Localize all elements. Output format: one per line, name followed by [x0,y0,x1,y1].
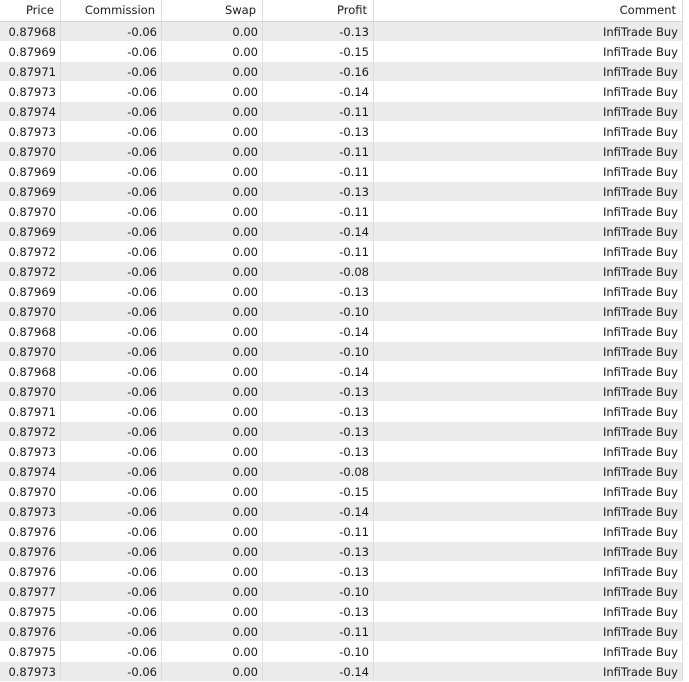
table-row[interactable] [0,22,689,42]
cell-profit: -0.14 [263,662,374,681]
cell-price: 0.87975 [0,602,61,621]
window-edge [683,0,689,681]
cell-comment: InfiTrade Buy [374,102,683,121]
cell-comment: InfiTrade Buy [374,662,683,681]
cell-profit: -0.11 [263,102,374,121]
cell-price: 0.87968 [0,22,61,41]
cell-commission: -0.06 [61,602,162,621]
cell-commission: -0.06 [61,102,162,121]
table-row[interactable] [0,322,689,342]
cell-price: 0.87971 [0,402,61,421]
cell-comment: InfiTrade Buy [374,182,683,201]
cell-comment: InfiTrade Buy [374,302,683,321]
table-row[interactable] [0,102,689,122]
cell-comment: InfiTrade Buy [374,62,683,81]
cell-price: 0.87970 [0,482,61,501]
cell-comment: InfiTrade Buy [374,442,683,461]
cell-commission: -0.06 [61,22,162,41]
cell-swap: 0.00 [162,362,263,381]
cell-price: 0.87970 [0,302,61,321]
cell-commission: -0.06 [61,222,162,241]
cell-swap: 0.00 [162,542,263,561]
cell-swap: 0.00 [162,242,263,261]
cell-commission: -0.06 [61,622,162,641]
cell-commission: -0.06 [61,62,162,81]
table-row[interactable] [0,502,689,522]
cell-commission: -0.06 [61,462,162,481]
cell-price: 0.87970 [0,342,61,361]
cell-price: 0.87970 [0,382,61,401]
cell-swap: 0.00 [162,162,263,181]
column-header-comment[interactable]: Comment [374,0,683,21]
cell-profit: -0.14 [263,82,374,101]
cell-comment: InfiTrade Buy [374,342,683,361]
table-row[interactable] [0,122,689,142]
cell-profit: -0.14 [263,322,374,341]
cell-comment: InfiTrade Buy [374,42,683,61]
cell-swap: 0.00 [162,42,263,61]
cell-commission: -0.06 [61,482,162,501]
table-row[interactable] [0,382,689,402]
cell-commission: -0.06 [61,162,162,181]
table-row[interactable] [0,262,689,282]
cell-swap: 0.00 [162,382,263,401]
cell-commission: -0.06 [61,442,162,461]
table-row[interactable] [0,42,689,62]
cell-swap: 0.00 [162,262,263,281]
cell-price: 0.87976 [0,542,61,561]
cell-comment: InfiTrade Buy [374,422,683,441]
cell-price: 0.87968 [0,362,61,381]
cell-profit: -0.13 [263,442,374,461]
cell-swap: 0.00 [162,222,263,241]
cell-commission: -0.06 [61,642,162,661]
cell-profit: -0.16 [263,62,374,81]
table-row[interactable] [0,602,689,622]
cell-price: 0.87973 [0,662,61,681]
cell-swap: 0.00 [162,502,263,521]
cell-price: 0.87969 [0,222,61,241]
cell-comment: InfiTrade Buy [374,282,683,301]
cell-profit: -0.14 [263,502,374,521]
cell-commission: -0.06 [61,402,162,421]
cell-commission: -0.06 [61,502,162,521]
cell-comment: InfiTrade Buy [374,482,683,501]
cell-commission: -0.06 [61,182,162,201]
cell-profit: -0.13 [263,122,374,141]
cell-price: 0.87976 [0,562,61,581]
cell-price: 0.87976 [0,522,61,541]
cell-commission: -0.06 [61,282,162,301]
cell-comment: InfiTrade Buy [374,622,683,641]
cell-swap: 0.00 [162,422,263,441]
table-row[interactable] [0,442,689,462]
column-header-price[interactable]: Price [0,0,61,21]
cell-swap: 0.00 [162,182,263,201]
cell-profit: -0.10 [263,642,374,661]
cell-price: 0.87973 [0,442,61,461]
cell-commission: -0.06 [61,302,162,321]
cell-price: 0.87977 [0,582,61,601]
cell-swap: 0.00 [162,562,263,581]
cell-commission: -0.06 [61,42,162,61]
cell-swap: 0.00 [162,302,263,321]
cell-swap: 0.00 [162,22,263,41]
cell-swap: 0.00 [162,402,263,421]
cell-comment: InfiTrade Buy [374,382,683,401]
cell-profit: -0.13 [263,602,374,621]
cell-comment: InfiTrade Buy [374,262,683,281]
table-row[interactable] [0,582,689,602]
cell-price: 0.87976 [0,622,61,641]
cell-comment: InfiTrade Buy [374,142,683,161]
cell-profit: -0.13 [263,182,374,201]
cell-comment: InfiTrade Buy [374,562,683,581]
cell-price: 0.87971 [0,62,61,81]
cell-commission: -0.06 [61,82,162,101]
cell-profit: -0.10 [263,342,374,361]
cell-profit: -0.13 [263,402,374,421]
cell-commission: -0.06 [61,362,162,381]
cell-commission: -0.06 [61,242,162,261]
cell-comment: InfiTrade Buy [374,542,683,561]
cell-price: 0.87973 [0,82,61,101]
cell-profit: -0.13 [263,562,374,581]
column-header-commission[interactable]: Commission [61,0,162,21]
cell-price: 0.87969 [0,42,61,61]
cell-profit: -0.08 [263,262,374,281]
table-row[interactable] [0,302,689,322]
cell-comment: InfiTrade Buy [374,82,683,101]
cell-profit: -0.15 [263,482,374,501]
table-row[interactable] [0,462,689,482]
cell-commission: -0.06 [61,422,162,441]
cell-price: 0.87968 [0,322,61,341]
cell-swap: 0.00 [162,202,263,221]
table-body [0,22,689,682]
cell-profit: -0.10 [263,582,374,601]
table-row[interactable] [0,62,689,82]
cell-commission: -0.06 [61,202,162,221]
cell-profit: -0.13 [263,282,374,301]
table-row[interactable] [0,182,689,202]
cell-swap: 0.00 [162,322,263,341]
cell-profit: -0.13 [263,22,374,41]
cell-price: 0.87969 [0,282,61,301]
cell-comment: InfiTrade Buy [374,22,683,41]
cell-profit: -0.08 [263,462,374,481]
cell-comment: InfiTrade Buy [374,402,683,421]
table-row[interactable] [0,422,689,442]
cell-comment: InfiTrade Buy [374,462,683,481]
cell-profit: -0.15 [263,42,374,61]
cell-commission: -0.06 [61,262,162,281]
table-row[interactable] [0,342,689,362]
cell-price: 0.87972 [0,242,61,261]
column-header-profit[interactable]: Profit [263,0,374,21]
cell-price: 0.87969 [0,162,61,181]
cell-price: 0.87969 [0,182,61,201]
cell-comment: InfiTrade Buy [374,162,683,181]
table-row[interactable] [0,542,689,562]
cell-profit: -0.11 [263,622,374,641]
cell-commission: -0.06 [61,522,162,541]
cell-swap: 0.00 [162,102,263,121]
cell-commission: -0.06 [61,542,162,561]
table-row[interactable] [0,82,689,102]
table-row[interactable] [0,622,689,642]
cell-price: 0.87972 [0,262,61,281]
cell-comment: InfiTrade Buy [374,202,683,221]
cell-swap: 0.00 [162,622,263,641]
cell-swap: 0.00 [162,582,263,601]
cell-profit: -0.14 [263,222,374,241]
cell-swap: 0.00 [162,522,263,541]
table-row[interactable] [0,162,689,182]
cell-price: 0.87973 [0,502,61,521]
table-row[interactable] [0,642,689,662]
table-row[interactable] [0,282,689,302]
cell-comment: InfiTrade Buy [374,242,683,261]
cell-profit: -0.14 [263,362,374,381]
cell-commission: -0.06 [61,382,162,401]
cell-commission: -0.06 [61,142,162,161]
cell-commission: -0.06 [61,562,162,581]
table-row[interactable] [0,482,689,502]
cell-profit: -0.11 [263,142,374,161]
cell-profit: -0.13 [263,382,374,401]
cell-swap: 0.00 [162,442,263,461]
cell-swap: 0.00 [162,642,263,661]
cell-comment: InfiTrade Buy [374,122,683,141]
cell-comment: InfiTrade Buy [374,362,683,381]
cell-commission: -0.06 [61,322,162,341]
cell-swap: 0.00 [162,662,263,681]
cell-profit: -0.11 [263,242,374,261]
cell-profit: -0.11 [263,522,374,541]
cell-profit: -0.10 [263,302,374,321]
cell-commission: -0.06 [61,582,162,601]
cell-swap: 0.00 [162,142,263,161]
cell-swap: 0.00 [162,82,263,101]
cell-profit: -0.13 [263,542,374,561]
cell-price: 0.87970 [0,142,61,161]
cell-comment: InfiTrade Buy [374,522,683,541]
cell-price: 0.87970 [0,202,61,221]
table-row[interactable] [0,662,689,682]
table-row[interactable] [0,562,689,582]
cell-price: 0.87974 [0,462,61,481]
cell-swap: 0.00 [162,602,263,621]
table-row[interactable] [0,222,689,242]
cell-comment: InfiTrade Buy [374,582,683,601]
cell-commission: -0.06 [61,342,162,361]
table-row[interactable] [0,202,689,222]
cell-comment: InfiTrade Buy [374,602,683,621]
cell-comment: InfiTrade Buy [374,322,683,341]
table-row[interactable] [0,402,689,422]
cell-commission: -0.06 [61,662,162,681]
table-row[interactable] [0,522,689,542]
table-row[interactable] [0,142,689,162]
cell-price: 0.87972 [0,422,61,441]
table-header [0,0,689,22]
cell-price: 0.87975 [0,642,61,661]
cell-swap: 0.00 [162,282,263,301]
cell-comment: InfiTrade Buy [374,642,683,661]
table-row[interactable] [0,362,689,382]
table-row[interactable] [0,242,689,262]
cell-swap: 0.00 [162,342,263,361]
column-header-swap[interactable]: Swap [162,0,263,21]
cell-swap: 0.00 [162,62,263,81]
cell-swap: 0.00 [162,482,263,501]
cell-comment: InfiTrade Buy [374,222,683,241]
cell-commission: -0.06 [61,122,162,141]
cell-swap: 0.00 [162,462,263,481]
cell-price: 0.87974 [0,102,61,121]
cell-swap: 0.00 [162,122,263,141]
cell-profit: -0.11 [263,202,374,221]
cell-price: 0.87973 [0,122,61,141]
cell-profit: -0.11 [263,162,374,181]
cell-comment: InfiTrade Buy [374,502,683,521]
cell-profit: -0.13 [263,422,374,441]
